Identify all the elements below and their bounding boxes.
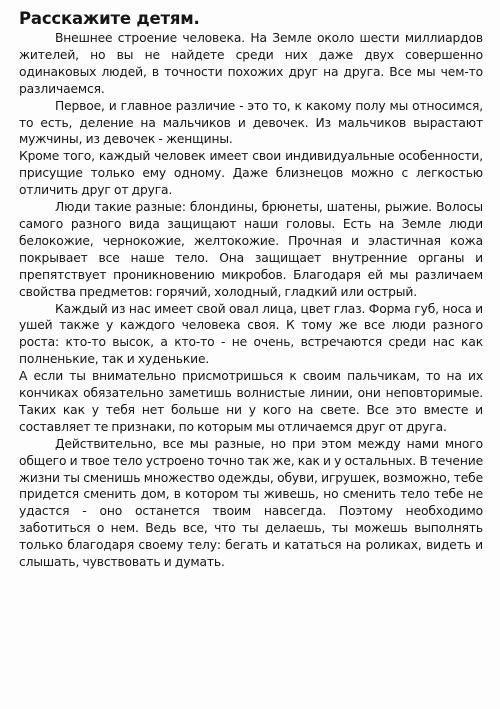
paragraph-3: Кроме того, каждый человек имеет свои индивидуальные особенности, присущие только ему одному. Даже близнецов можно с легкостью отличить друг от друга. xyxy=(19,149,483,198)
paragraph-1: Внешнее строение человека. На Земле около шести миллиардов жителей, но вы не найдете среди них даже двух совершенно одинаковых людей, в точности похожих друг на друга. Все мы чем-то различаемся. xyxy=(19,31,483,96)
paragraph-2: Первое, и главное различие - это то, к какому полу мы относимся, то есть, деление на мальчиков и девочек. Из мальчиков вырастают мужчины, из девочек - женщины. xyxy=(19,98,483,147)
paragraph-4: Люди такие разные: блондины, брюнеты, шатены, рыжие. Волосы самого разного вида защищают наши головы. Есть на Земле люди белокожие, чернокожие, желтокожие. Прочная и эластичная кожа покрывает все наше тело. Она защищает внутренние органы и препятствует проникновению микробов. Благодаря ей мы различаем свойства предметов: горячий, холодный, гладкий или острый. xyxy=(19,200,483,299)
paragraph-7: Действительно, все мы разные, но при этом между нами много общего и твое тело устроено точно так же, как и у остальных. В течение жизни ты сменишь множество одежды, обуви, игрушек, возможно, тебе придется сменить дом, в котором ты живешь, но сменить тело тебе не удастся - оно останется твоим навсегда. Поэтому необходимо заботиться о нем. Ведь все, что ты делаешь, ты можешь выполнять только благодаря своему телу: бегать и кататься на роликах, видеть и слышать, чувствовать и думать. xyxy=(19,436,483,570)
document-title: Расскажите детям. xyxy=(19,9,200,28)
paragraph-6: А если ты внимательно присмотришься к своим пальчикам, то на их кончиках обязательно заметишь волнистые линии, они неповторимые. Таких как у тебя нет больше ни у кого на свете. Все это вместе и составляет те признаки, по которым мы отличаемся друг от друга. xyxy=(19,369,483,434)
paragraph-5: Каждый из нас имеет свой овал лица, цвет глаз. Форма губ, носа и ушей также у каждого человека своя. К тому же все люди разного роста: кто-то высок, а кто-то - не очень, встречаются среди нас как полненькие, так и худенькие. xyxy=(19,301,483,367)
